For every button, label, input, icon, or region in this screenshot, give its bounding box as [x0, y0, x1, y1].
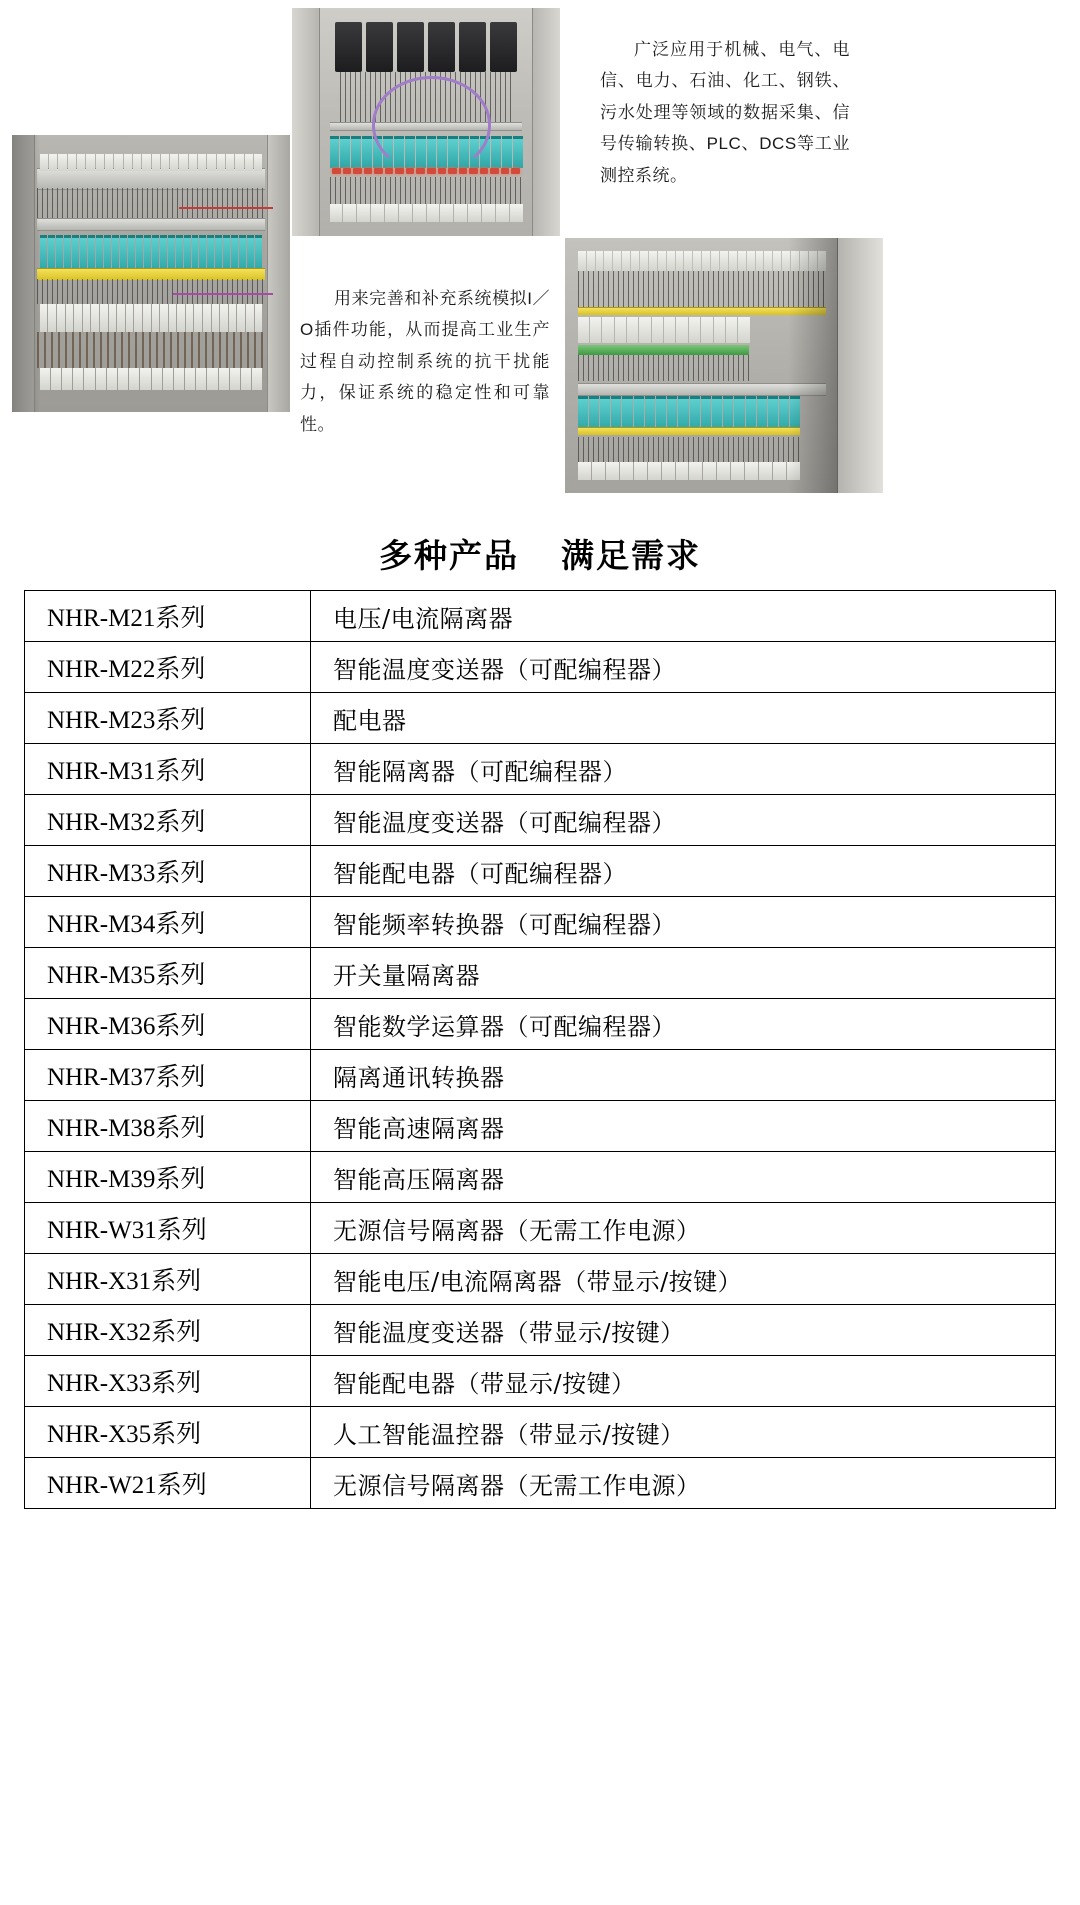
product-description: 人工智能温控器（带显示/按键）	[311, 1407, 1056, 1458]
table-row	[25, 1050, 1056, 1101]
table-row	[25, 1458, 1056, 1509]
product-description: 电压/电流隔离器	[311, 591, 1056, 642]
product-model: NHR-W21系列	[25, 1458, 311, 1509]
product-model: NHR-M34系列	[25, 897, 311, 948]
product-model: NHR-M39系列	[25, 1152, 311, 1203]
photo-collage	[0, 0, 1080, 510]
heading-left: 多种产品	[379, 536, 519, 575]
product-model: NHR-M31系列	[25, 744, 311, 795]
product-description: 智能高速隔离器	[311, 1101, 1056, 1152]
table-row	[25, 744, 1056, 795]
table-row	[25, 642, 1056, 693]
product-model: NHR-X35系列	[25, 1407, 311, 1458]
product-description: 无源信号隔离器（无需工作电源）	[311, 1458, 1056, 1509]
product-description: 开关量隔离器	[311, 948, 1056, 999]
right-cabinet-photo	[565, 238, 883, 493]
table-row	[25, 1152, 1056, 1203]
table-row	[25, 948, 1056, 999]
product-model: NHR-M36系列	[25, 999, 311, 1050]
product-table-body	[25, 591, 1056, 1509]
table-row	[25, 795, 1056, 846]
product-description: 智能频率转换器（可配编程器）	[311, 897, 1056, 948]
product-model: NHR-M23系列	[25, 693, 311, 744]
product-description: 智能温度变送器（可配编程器）	[311, 642, 1056, 693]
product-description: 智能配电器（带显示/按键）	[311, 1356, 1056, 1407]
table-row	[25, 999, 1056, 1050]
product-description: 智能配电器（可配编程器）	[311, 846, 1056, 897]
heading-right: 满足需求	[561, 536, 701, 575]
table-row	[25, 846, 1056, 897]
section-heading	[0, 530, 1080, 577]
product-model: NHR-M33系列	[25, 846, 311, 897]
product-description: 隔离通讯转换器	[311, 1050, 1056, 1101]
product-model: NHR-M22系列	[25, 642, 311, 693]
table-row	[25, 1407, 1056, 1458]
product-model: NHR-W31系列	[25, 1203, 311, 1254]
product-description: 智能温度变送器（带显示/按键）	[311, 1305, 1056, 1356]
table-row	[25, 1356, 1056, 1407]
product-model: NHR-X33系列	[25, 1356, 311, 1407]
product-model: NHR-X31系列	[25, 1254, 311, 1305]
applications-paragraph: 广泛应用于机械、电气、电信、电力、石油、化工、钢铁、污水处理等领域的数据采集、信号传输转换、PLC、DCS等工业测控系统。	[600, 40, 850, 185]
product-description: 配电器	[311, 693, 1056, 744]
product-description: 智能电压/电流隔离器（带显示/按键）	[311, 1254, 1056, 1305]
product-model: NHR-X32系列	[25, 1305, 311, 1356]
product-description: 无源信号隔离器（无需工作电源）	[311, 1203, 1056, 1254]
table-row	[25, 591, 1056, 642]
table-row	[25, 1203, 1056, 1254]
table-row	[25, 693, 1056, 744]
product-model: NHR-M35系列	[25, 948, 311, 999]
table-row	[25, 1101, 1056, 1152]
product-model: NHR-M38系列	[25, 1101, 311, 1152]
table-row	[25, 1305, 1056, 1356]
product-description: 智能隔离器（可配编程器）	[311, 744, 1056, 795]
product-description: 智能高压隔离器	[311, 1152, 1056, 1203]
product-description: 智能数学运算器（可配编程器）	[311, 999, 1056, 1050]
product-description: 智能温度变送器（可配编程器）	[311, 795, 1056, 846]
table-row	[25, 1254, 1056, 1305]
product-model: NHR-M21系列	[25, 591, 311, 642]
left-cabinet-photo	[12, 135, 290, 412]
product-model: NHR-M32系列	[25, 795, 311, 846]
product-model: NHR-M37系列	[25, 1050, 311, 1101]
product-series-table	[24, 590, 1056, 1509]
table-row	[25, 897, 1056, 948]
function-paragraph: 用来完善和补充系统模拟I／O插件功能，从而提高工业生产过程自动控制系统的抗干扰能力，保证系统的稳定性和可靠性。	[300, 289, 550, 434]
top-cabinet-photo	[292, 8, 560, 236]
